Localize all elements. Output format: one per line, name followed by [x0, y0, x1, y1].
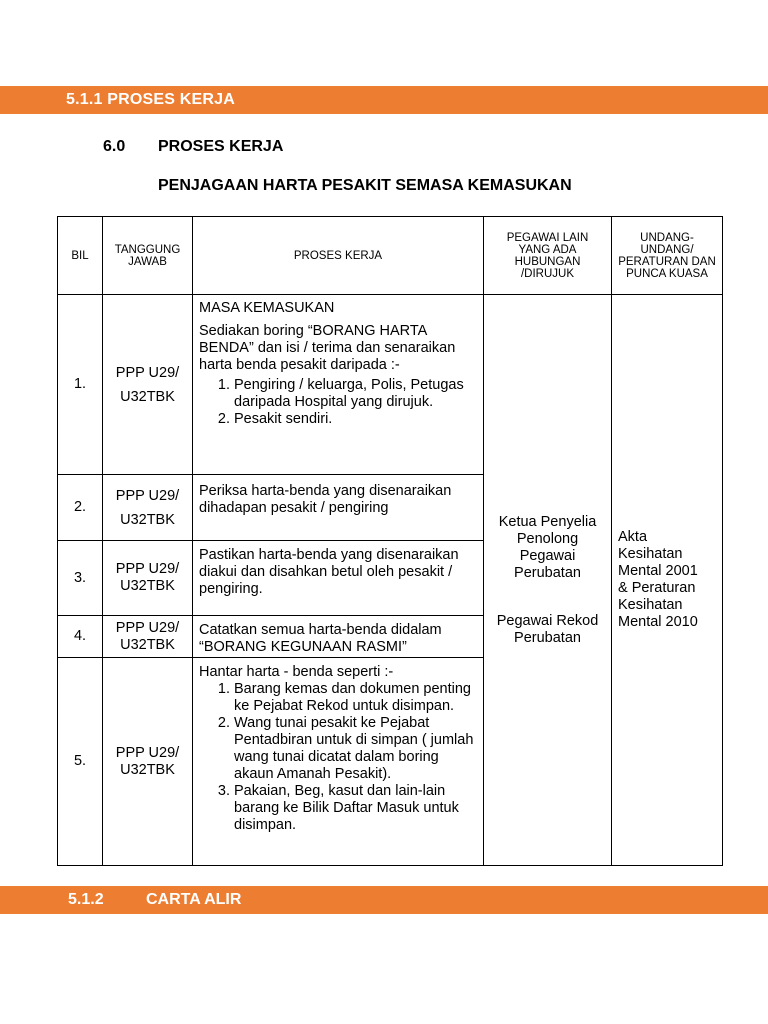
header-undang: UNDANG-UNDANG/ PERATURAN DAN PUNCA KUASA: [612, 217, 723, 295]
header-proses-kerja: PROSES KERJA: [193, 217, 484, 295]
row-process: [193, 541, 484, 616]
section-band-proses-kerja: [0, 86, 768, 114]
resp-line: PPP U29/: [115, 487, 180, 504]
undang-cell: [612, 295, 723, 866]
band-number: 5.1.2: [68, 891, 104, 908]
law-line: Akta: [618, 529, 648, 545]
resp-line: PPP U29/: [115, 619, 180, 636]
section-subtitle: PENJAGAAN HARTA PESAKIT SEMASA KEMASUKAN: [158, 177, 572, 194]
process-text: Catatkan semua harta-benda didalam “BORANG KEGUNAAN RASMI”: [199, 622, 442, 655]
resp-line: U32TBK: [120, 388, 175, 405]
row-responsibility: [103, 295, 193, 475]
section-title: PROSES KERJA: [158, 138, 284, 155]
section-number: 6.0: [103, 138, 126, 155]
header-pegawai-lain: PEGAWAI LAIN YANG ADA HUBUNGAN /DIRUJUK: [484, 217, 612, 295]
row-responsibility: [103, 658, 193, 866]
list-item: 2. Pesakit sendiri.: [234, 411, 477, 428]
pegawai-line: Perubatan: [514, 564, 581, 581]
row-responsibility: [103, 616, 193, 658]
pegawai-lain-cell: [484, 295, 612, 866]
pegawai-line: Pegawai: [519, 547, 576, 564]
row-process: [193, 295, 484, 475]
list-item: 1. Barang kemas dan dokumen penting ke Pejabat Rekod untuk disimpan.: [234, 681, 477, 715]
process-list: [199, 681, 477, 834]
band-title: 5.1.1 PROSES KERJA: [66, 91, 235, 108]
pegawai-line: Penolong: [516, 530, 579, 547]
pegawai-line: Perubatan: [514, 629, 581, 646]
table-row: [58, 295, 723, 475]
list-item: 2. Wang tunai pesakit ke Pejabat Pentadbiran untuk di simpan ( jumlah wang tunai dicatat dalam boring akaun Amanah Pesakit).: [234, 715, 477, 783]
resp-line: U32TBK: [120, 636, 175, 653]
process-text: Pastikan harta-benda yang disenaraikan diakui dan disahkan betul oleh pesakit / pengiring.: [199, 547, 459, 597]
pegawai-line: Ketua Penyelia: [498, 513, 597, 530]
row-process: [193, 616, 484, 658]
process-list: [199, 377, 477, 428]
resp-line: PPP U29/: [115, 744, 180, 761]
law-line: Mental 2001: [618, 563, 698, 579]
law-line: Mental 2010: [618, 614, 698, 630]
row-process: [193, 475, 484, 541]
row-process: [193, 658, 484, 866]
row-bil: 2.: [58, 475, 103, 541]
resp-line: U32TBK: [120, 761, 175, 778]
header-bil: BIL: [58, 217, 103, 295]
row-responsibility: [103, 541, 193, 616]
list-item: 1. Pengiring / keluarga, Polis, Petugas daripada Hospital yang dirujuk.: [234, 377, 477, 411]
resp-line: PPP U29/: [115, 364, 180, 381]
law-line: & Peraturan: [618, 580, 696, 596]
resp-line: U32TBK: [120, 511, 175, 528]
row-bil: 3.: [58, 541, 103, 616]
pegawai-line: Pegawai Rekod: [496, 612, 599, 629]
row-bil: 5.: [58, 658, 103, 866]
row-bil: 1.: [58, 295, 103, 475]
process-table: [57, 216, 723, 866]
resp-line: PPP U29/: [115, 561, 180, 577]
row-bil: 4.: [58, 616, 103, 658]
process-heading: MASA KEMASUKAN: [199, 300, 335, 316]
header-tanggung-jawab: TANGGUNG JAWAB: [103, 217, 193, 295]
process-text: Hantar harta - benda seperti :-: [199, 664, 394, 680]
table-header-row: [58, 217, 723, 295]
band-title: CARTA ALIR: [146, 891, 242, 908]
process-text: Sediakan boring “BORANG HARTA BENDA” dan isi / terima dan senaraikan harta benda pesakit daripada :-: [199, 323, 456, 373]
resp-line: U32TBK: [120, 578, 175, 594]
law-line: Kesihatan: [618, 546, 683, 562]
row-responsibility: [103, 475, 193, 541]
process-text: Periksa harta-benda yang disenaraikan dihadapan pesakit / pengiring: [199, 483, 452, 516]
list-item: 3. Pakaian, Beg, kasut dan lain-lain barang ke Bilik Daftar Masuk untuk disimpan.: [234, 783, 477, 834]
section-band-carta-alir: [0, 886, 768, 914]
law-line: Kesihatan: [618, 597, 683, 613]
